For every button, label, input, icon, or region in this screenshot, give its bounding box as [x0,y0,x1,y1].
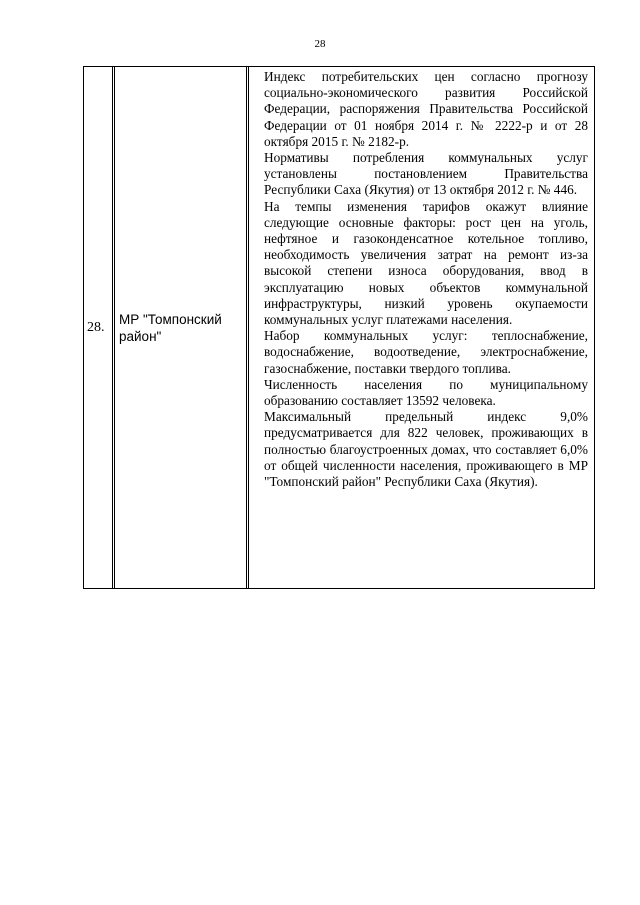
table-row [84,67,595,589]
paragraph-cpi-forecast: Индекс потребительских цен согласно прогнозу социально-экономического развития Российской Федерации, распоряжения Правительства Российской Федерации от 01 ноября 2014 г. № 2222-р и от 28 октября 2015 г. № 2182-р. [264,69,588,149]
paragraph-utility-services: Набор коммунальных услуг: теплоснабжение, водоснабжение, водоотведение, электроснабжение, газоснабжение, поставки твердого топлива. [264,328,588,376]
municipality-name: МР "Томпонский район" [119,311,222,344]
tariff-table [83,66,595,589]
paragraph-max-index: Максимальный предельный индекс 9,0% предусматривается для 822 человек, проживающих в полностью благоустроенных домах, что составляет 6,0% от общей численности населения, проживающего в МР "Томпонский район" Республики Саха (Якутия). [264,409,588,490]
paragraph-population: Численность населения по муниципальному образованию составляет 13592 человека. [264,376,588,409]
paragraph-consumption-norms: Нормативы потребления коммунальных услуг установлены постановлением Правительства Республики Саха (Якутия) от 13 октября 2012 г. № 446. [264,150,588,198]
row-number-cell [84,67,113,589]
description-cell [249,67,595,589]
municipality-cell [115,67,247,589]
row-number: 28. [87,319,105,335]
paragraph-tariff-factors: На темпы изменения тарифов окажут влияние следующие основные факторы: рост цен на уголь, нефтяное и газоконденсатное котельное топливо, необходимость увеличения затрат на ремонт из-за высокой степени износа оборудования, ввод в эксплуатацию новых объектов коммунальной инфраструктуры, низкий уровень окупаемости коммунальных услуг платежами населения. [264,198,588,328]
page-number: 28 [314,38,326,50]
